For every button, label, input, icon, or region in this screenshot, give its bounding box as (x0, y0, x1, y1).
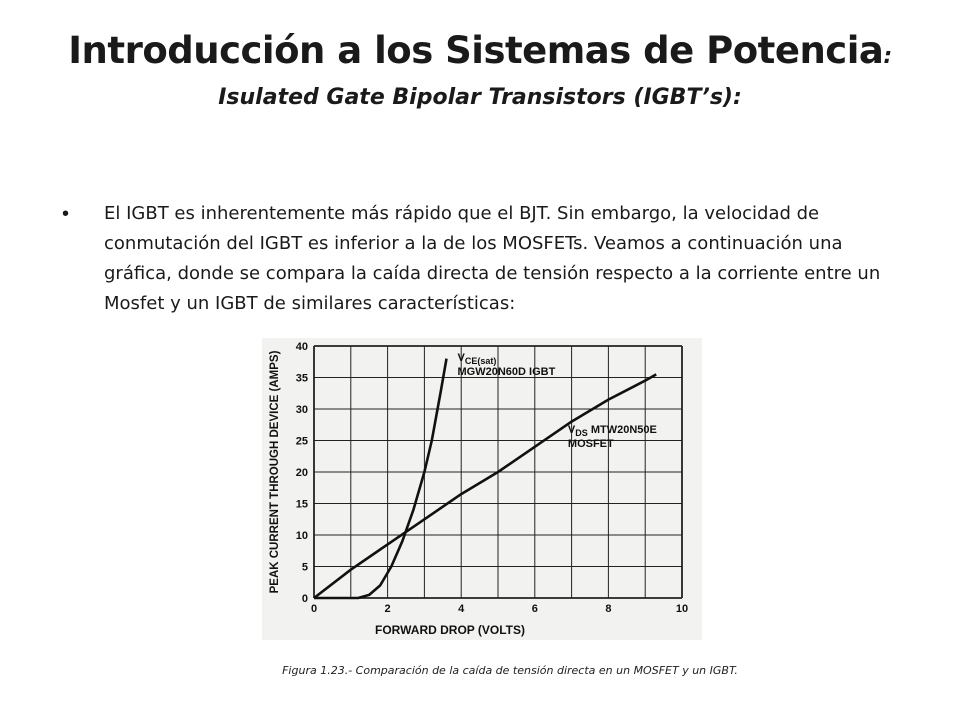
forward-drop-chart (262, 338, 702, 640)
x-tick-label: 4 (458, 603, 465, 615)
mosfet-series-label: $V_{DS}$ MTW20N50E (567, 423, 657, 438)
y-tick-label: 0 (301, 593, 308, 605)
title-block (40, 28, 920, 114)
x-axis-label: FORWARD DROP (VOLTS) (375, 623, 525, 637)
chart-figure (262, 338, 702, 640)
x-tick-label: 10 (675, 603, 689, 615)
slide-subtitle: Isulated Gate Bipolar Transistors (IGBT’s): (218, 85, 742, 110)
igbt-series-label-line2: MGW20N60D IGBT (457, 366, 556, 379)
x-tick-label: 6 (531, 603, 538, 615)
x-tick-label: 2 (384, 603, 391, 615)
bullet-text: El IGBT es inherentemente más rápido que el BJT. Sin embargo, la velocidad de conmutación del IGBT es inferior a la de los MOSFETs. Veamos a continuación una gráfica, donde se compara la caída directa de tensión respecto a la corriente entre un Mosfet y un IGBT de similares características: (104, 203, 881, 314)
bullet-symbol: • (62, 203, 70, 225)
slide-title (40, 28, 920, 80)
x-tick-label: 0 (310, 603, 318, 615)
mosfet-series-label-line2: MOSFET (567, 437, 614, 450)
y-tick-label: 20 (295, 467, 308, 479)
bullet-item (62, 199, 912, 319)
y-tick-label: 30 (295, 404, 308, 416)
y-tick-label: 10 (295, 530, 308, 542)
y-tick-label: 40 (295, 341, 308, 353)
x-tick-label: 8 (605, 603, 612, 615)
y-axis-label: PEAK CURRENT THROUGH DEVICE (AMPS) (269, 350, 281, 594)
y-tick-label: 5 (301, 561, 308, 574)
y-tick-label: 25 (295, 435, 308, 448)
figure-caption: Figura 1.23.- Comparación de la caída de tensión directa en un MOSFET y un IGBT. (282, 664, 738, 677)
igbt-series-label: $V_{CE(sat)}$ (457, 352, 497, 367)
y-tick-label: 35 (295, 372, 308, 385)
slide-title-colon: : (883, 44, 892, 69)
chart-background (262, 338, 702, 640)
slide-title-text: Introducción a los Sistemas de Potencia (68, 29, 884, 72)
y-tick-label: 15 (295, 498, 308, 511)
